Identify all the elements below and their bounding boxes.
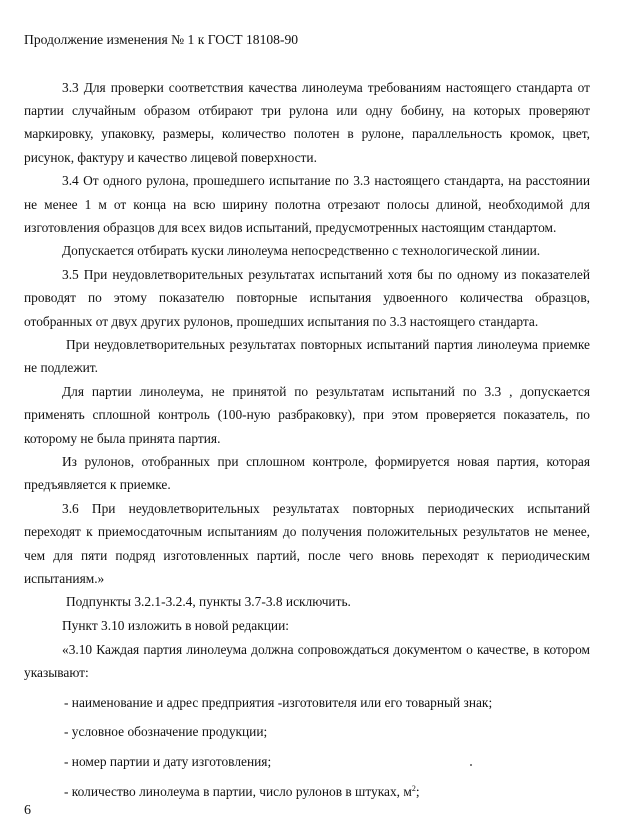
paragraph-3-5-new-batch: Из рулонов, отобранных при сплошном контроле, формируется новая партия, которая предъявляется к приемке. <box>24 454 590 493</box>
paragraph-3-10-intro: Пункт 3.10 изложить в новой редакции: <box>62 618 289 634</box>
paragraph-3-6: 3.6 При неудовлетворительных результатах повторных периодических испытаний переходят к приемосдаточным испытаниям до получения положительных результатов не менее, чем для пяти подряд изготовленных партий, после чего вновь переходят к периодическим испытаниям.» <box>24 501 590 586</box>
paragraph-3-4-allowance: Допускается отбирать куски линолеума непосредственно с технологической линии. <box>62 243 541 259</box>
paragraph-exclude: Подпункты 3.2.1-3.2.4, пункты 3.7-3.8 исключить. <box>66 594 351 610</box>
list-item-designation: - условное обозначение продукции; <box>64 724 268 740</box>
paragraph-3-4: 3.4 От одного рулона, прошедшего испытание по 3.3 настоящего стандарта, на расстоянии не менее 1 м от конца на всю ширину полотна отрезают полосы длиной, необходимой для изготовления образцов для всех видов испытаний, предусмотренных настоящим стандартом. <box>24 173 590 235</box>
paragraph-3-10: «3.10 Каждая партия линолеума должна сопровождаться документом о качестве, в котором указывают: <box>24 641 590 681</box>
stray-dot <box>470 764 472 766</box>
list-item-batch-number: - номер партии и дату изготовления; <box>64 754 272 770</box>
document-body <box>24 76 590 803</box>
list-item-quantity-text: - количество линолеума в партии, число рулонов в штуках, м <box>64 783 412 799</box>
superscript-squared: 2 <box>411 783 416 793</box>
list-item-quantity-tail: ; <box>415 783 420 799</box>
list-item-quantity <box>24 780 590 803</box>
list-item-manufacturer: - наименование и адрес предприятия -изготовителя или его товарный знак; <box>64 694 493 710</box>
document-header: Продолжение изменения № 1 к ГОСТ 18108-90 <box>24 32 299 47</box>
page-number: 6 <box>24 803 31 818</box>
paragraph-3-5-rejection: При неудовлетворительных результатах повторных испытаний партия линолеума приемке не подлежит. <box>24 337 590 376</box>
paragraph-3-5-full-control: Для партии линолеума, не принятой по результатам испытаний по 3.3 , допускается применять сплошной контроль (100-ную разбраковку), при этом проверяется показатель, по которому не была принята партия. <box>24 384 590 446</box>
paragraph-3-5: 3.5 При неудовлетворительных результатах испытаний хотя бы по одному из показателей проводят по этому показателю повторные испытания удвоенного количества образцов, отобранных от двух других рулонов, прошедших испытания по 3.3 настоящего стандарта. <box>24 267 590 329</box>
paragraph-3-3: 3.3 Для проверки соответствия качества линолеума требованиям настоящего стандарта от партии случайным образом отбирают три рулона или одну бобину, на которых проверяют маркировку, упаковку, размеры, количество полотен в рулоне, параллельность кромок, цвет, рисунок, фактуру и качество лицевой поверхности. <box>24 80 590 165</box>
